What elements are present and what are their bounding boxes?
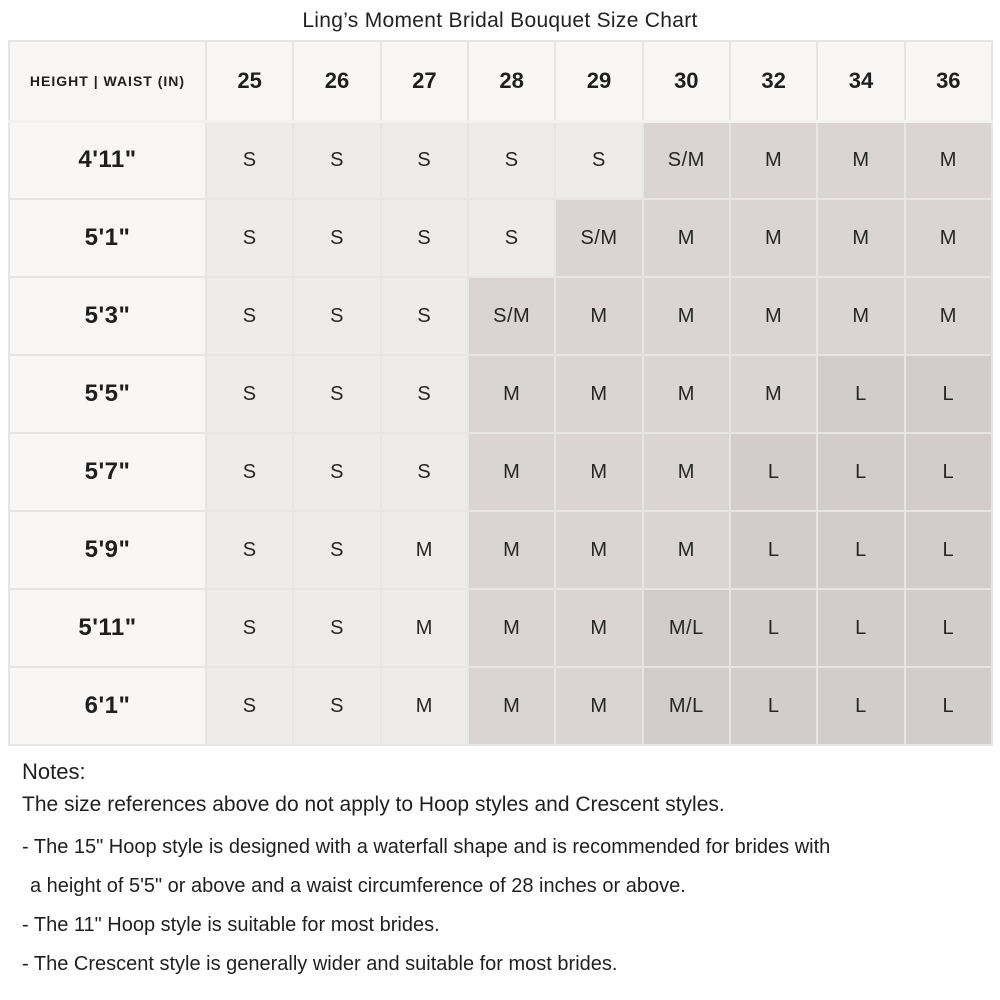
waist-col-header-29: 29 xyxy=(555,41,642,121)
size-cell: L xyxy=(905,511,992,589)
size-cell: L xyxy=(817,589,904,667)
size-cell: M/L xyxy=(643,589,730,667)
page-title: Ling’s Moment Bridal Bouquet Size Chart xyxy=(302,9,698,32)
size-cell: S xyxy=(381,355,468,433)
height-row-label: 5'5" xyxy=(9,355,206,433)
size-cell: S/M xyxy=(468,277,555,355)
size-cell: M xyxy=(730,277,817,355)
size-cell: S xyxy=(206,667,293,745)
size-cell: S/M xyxy=(555,199,642,277)
size-cell: M xyxy=(555,589,642,667)
note-hoop15-line2: a height of 5'5" or above and a waist circumference of 28 inches or above. xyxy=(30,875,686,897)
size-cell: S xyxy=(381,433,468,511)
table-row xyxy=(9,433,992,511)
size-cell: S xyxy=(293,121,380,199)
notes-heading: Notes: xyxy=(22,759,86,784)
size-cell: M xyxy=(555,355,642,433)
size-cell: L xyxy=(817,511,904,589)
size-chart-body xyxy=(9,121,992,745)
note-hoop11: - The 11" Hoop style is suitable for most brides. xyxy=(22,914,440,936)
height-row-label: 5'3" xyxy=(9,277,206,355)
table-row xyxy=(9,667,992,745)
table-row xyxy=(9,121,992,199)
note-hoop15-line1: - The 15" Hoop style is designed with a waterfall shape and is recommended for brides with xyxy=(22,836,831,858)
size-cell: S xyxy=(293,433,380,511)
size-cell: M xyxy=(555,667,642,745)
size-cell: S xyxy=(206,511,293,589)
size-cell: M xyxy=(468,355,555,433)
size-cell: M xyxy=(468,667,555,745)
size-cell: S xyxy=(555,121,642,199)
table-row xyxy=(9,511,992,589)
waist-col-header-26: 26 xyxy=(293,41,380,121)
size-cell: M xyxy=(643,355,730,433)
height-row-label: 5'11" xyxy=(9,589,206,667)
size-cell: M xyxy=(730,121,817,199)
size-cell: L xyxy=(730,433,817,511)
size-cell: M xyxy=(730,199,817,277)
size-cell: M xyxy=(643,433,730,511)
waist-col-header-30: 30 xyxy=(643,41,730,121)
size-cell: S xyxy=(381,277,468,355)
size-cell: M xyxy=(905,277,992,355)
size-cell: M xyxy=(817,199,904,277)
size-cell: S xyxy=(206,589,293,667)
size-cell: M xyxy=(381,667,468,745)
size-cell: M xyxy=(555,511,642,589)
waist-col-header-34: 34 xyxy=(817,41,904,121)
size-cell: S xyxy=(381,121,468,199)
height-row-label: 5'1" xyxy=(9,199,206,277)
size-cell: L xyxy=(905,589,992,667)
size-cell: S xyxy=(293,589,380,667)
size-cell: S xyxy=(293,277,380,355)
height-row-label: 4'11" xyxy=(9,121,206,199)
size-cell: L xyxy=(817,667,904,745)
size-cell: S xyxy=(206,277,293,355)
size-cell: M xyxy=(643,199,730,277)
size-cell: M xyxy=(905,121,992,199)
notes-intro: The size references above do not apply to Hoop styles and Crescent styles. xyxy=(22,793,725,816)
size-cell: S xyxy=(206,433,293,511)
size-cell: S xyxy=(381,199,468,277)
size-cell: M/L xyxy=(643,667,730,745)
size-cell: L xyxy=(905,433,992,511)
waist-col-header-25: 25 xyxy=(206,41,293,121)
note-crescent: - The Crescent style is generally wider and suitable for most brides. xyxy=(22,953,618,975)
size-cell: L xyxy=(905,355,992,433)
notes-section xyxy=(22,758,1000,984)
waist-col-header-28: 28 xyxy=(468,41,555,121)
size-cell: S xyxy=(293,199,380,277)
size-cell: L xyxy=(817,355,904,433)
size-cell: M xyxy=(643,277,730,355)
size-cell: S xyxy=(293,667,380,745)
header-row xyxy=(9,41,992,121)
size-cell: S xyxy=(206,199,293,277)
size-cell: M xyxy=(468,589,555,667)
size-cell: M xyxy=(643,511,730,589)
size-cell: S xyxy=(206,121,293,199)
size-cell: S xyxy=(293,355,380,433)
height-row-label: 6'1" xyxy=(9,667,206,745)
size-cell: L xyxy=(817,433,904,511)
height-row-label: 5'7" xyxy=(9,433,206,511)
size-cell: M xyxy=(730,355,817,433)
size-cell: M xyxy=(468,433,555,511)
size-cell: S xyxy=(468,121,555,199)
size-chart-table xyxy=(8,40,993,746)
size-cell: S xyxy=(468,199,555,277)
size-cell: L xyxy=(905,667,992,745)
size-cell: M xyxy=(468,511,555,589)
size-cell: M xyxy=(555,277,642,355)
size-cell: M xyxy=(381,589,468,667)
size-cell: L xyxy=(730,589,817,667)
waist-col-header-27: 27 xyxy=(381,41,468,121)
waist-col-header-36: 36 xyxy=(905,41,992,121)
table-row xyxy=(9,355,992,433)
size-cell: M xyxy=(817,121,904,199)
size-cell: M xyxy=(381,511,468,589)
corner-header: HEIGHT | WAIST (IN) xyxy=(9,41,206,121)
table-row xyxy=(9,199,992,277)
table-row xyxy=(9,589,992,667)
size-cell: M xyxy=(817,277,904,355)
size-cell: S/M xyxy=(643,121,730,199)
size-cell: M xyxy=(555,433,642,511)
size-cell: L xyxy=(730,667,817,745)
size-cell: M xyxy=(905,199,992,277)
size-cell: S xyxy=(206,355,293,433)
table-row xyxy=(9,277,992,355)
height-row-label: 5'9" xyxy=(9,511,206,589)
size-cell: L xyxy=(730,511,817,589)
waist-col-header-32: 32 xyxy=(730,41,817,121)
size-cell: S xyxy=(293,511,380,589)
